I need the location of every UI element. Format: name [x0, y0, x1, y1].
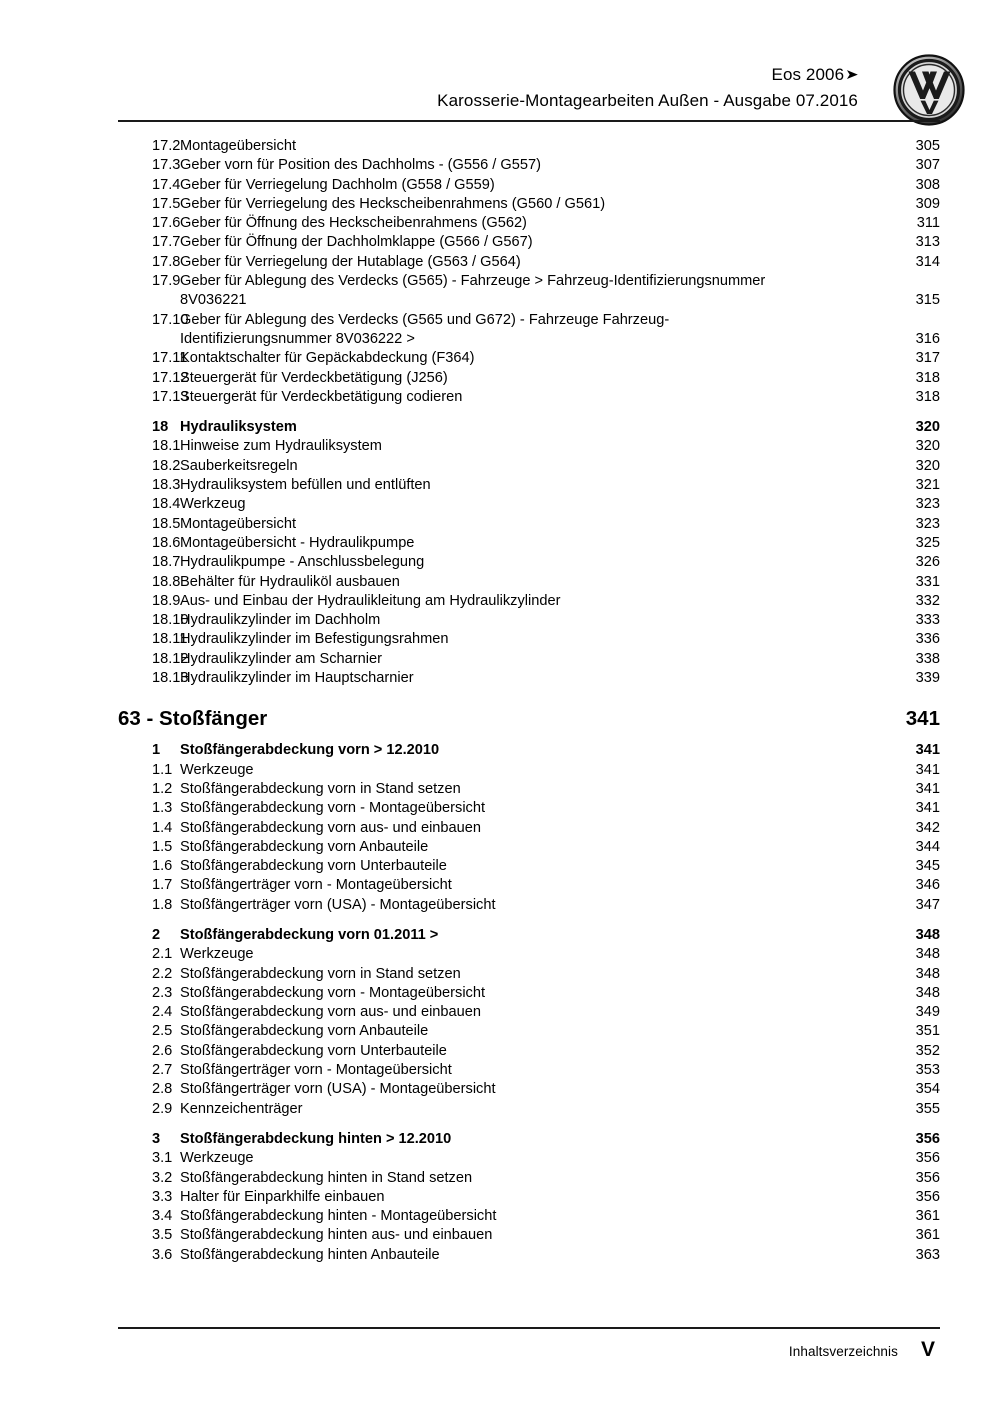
dot-leader: [425, 679, 896, 680]
toc-page-number: 355: [915, 1100, 940, 1117]
toc-title: Hydraulikzylinder am Scharnier: [180, 650, 382, 667]
toc-title: Stoßfängerabdeckung hinten in Stand setzen: [180, 1169, 473, 1186]
dot-leader: [571, 602, 896, 603]
toc-number: 18.12: [152, 650, 189, 667]
toc-row[interactable]: [118, 1081, 940, 1100]
toc-row[interactable]: [118, 762, 940, 781]
toc-number: 2.8: [152, 1081, 173, 1098]
dot-leader: [307, 147, 896, 148]
toc-number: 17.11: [152, 350, 188, 367]
toc-number: 18.9: [152, 592, 181, 609]
dot-leader: [265, 771, 896, 772]
toc-page-number: 320: [915, 457, 940, 474]
toc-row[interactable]: [118, 946, 940, 965]
toc-page-number: 361: [915, 1208, 940, 1225]
dot-leader: [483, 1179, 896, 1180]
dot-leader: [503, 1237, 896, 1238]
header-title-block: [338, 62, 858, 113]
toc-page-number: 313: [915, 234, 940, 251]
toc-page-number: 352: [915, 1042, 940, 1059]
table-of-contents: [118, 138, 940, 1266]
dot-leader: [458, 1052, 896, 1053]
toc-page-number: 307: [915, 157, 940, 174]
toc-page-number: 325: [915, 534, 940, 551]
dot-leader: [442, 486, 896, 487]
page-footer: [118, 1338, 940, 1372]
toc-page-number: 353: [915, 1062, 940, 1079]
dot-leader: [472, 790, 896, 791]
toc-number: 18.4: [152, 496, 181, 513]
dot-leader: [395, 1198, 896, 1199]
toc-page-number: 308: [915, 176, 940, 193]
dot-leader: [314, 1110, 896, 1111]
toc-title: Geber für Verriegelung der Hutablage (G563 / G564): [180, 253, 521, 270]
toc-number: 3.1: [152, 1150, 173, 1167]
toc-title: Montageübersicht: [180, 515, 297, 532]
toc-title: Stoßfängerträger vorn (USA) - Montageübersicht: [180, 1081, 496, 1098]
toc-group-chapter-61: [118, 138, 940, 689]
toc-title: Stoßfängerabdeckung vorn aus- und einbauen: [180, 1004, 482, 1021]
toc-number: 17.13: [152, 388, 189, 405]
toc-page-number: 354: [915, 1081, 940, 1098]
toc-title: Werkzeug: [180, 496, 246, 513]
toc-number: 18.6: [152, 534, 181, 551]
dot-leader: [309, 467, 896, 468]
toc-title: Geber für Ablegung des Verdecks (G565 und G672) - Fahrzeuge Fahrzeug-: [180, 311, 670, 328]
toc-row[interactable]: [118, 177, 940, 196]
dot-leader: [492, 1013, 896, 1014]
toc-number: 1: [152, 742, 161, 759]
toc-title: Stoßfängerabdeckung hinten Anbauteile: [180, 1246, 440, 1263]
toc-title: Stoßfängerabdeckung vorn 01.2011 >: [180, 926, 439, 943]
vw-logo-icon: [893, 54, 965, 126]
dot-leader: [485, 359, 896, 360]
toc-row[interactable]: [118, 389, 940, 408]
toc-row-section-header[interactable]: [118, 419, 940, 438]
toc-page-number: 336: [915, 631, 940, 648]
toc-row[interactable]: [118, 1189, 940, 1208]
toc-number: 1.5: [152, 838, 173, 855]
toc-row[interactable]: [118, 593, 940, 612]
toc-title: Werkzeuge: [180, 946, 254, 963]
toc-row-section-header[interactable]: [118, 927, 940, 946]
dot-leader: [307, 525, 896, 526]
toc-page-number: 316: [915, 330, 940, 347]
toc-number: 1.2: [152, 780, 173, 797]
dot-leader: [538, 224, 896, 225]
toc-row[interactable]: [118, 196, 940, 215]
toc-row-continuation[interactable]: [118, 331, 940, 350]
toc-number: 3.5: [152, 1227, 173, 1244]
toc-row[interactable]: [118, 1247, 940, 1266]
toc-page-number: 348: [915, 965, 940, 982]
toc-number: 2.3: [152, 984, 173, 1001]
toc-number: 18.11: [152, 631, 188, 648]
toc-title: Stoßfängerabdeckung vorn > 12.2010: [180, 742, 440, 759]
dot-leader: [507, 1091, 896, 1092]
dot-leader: [391, 621, 896, 622]
dot-leader: [393, 448, 896, 449]
toc-number: 3.4: [152, 1208, 173, 1225]
toc-number: 2.9: [152, 1100, 173, 1117]
toc-number: 17.4: [152, 176, 181, 193]
toc-title: Steuergerät für Verdeckbetätigung (J256): [180, 369, 448, 386]
toc-row[interactable]: [118, 516, 940, 535]
toc-row-continuation[interactable]: [118, 292, 940, 311]
toc-row[interactable]: [118, 574, 940, 593]
chapter-title: 63 - Stoßfänger: [118, 707, 268, 731]
header-model-label: Eos 2006: [771, 65, 845, 84]
toc-row[interactable]: [118, 554, 940, 573]
dot-leader: [459, 641, 896, 642]
toc-title: Geber vorn für Position des Dachholms - (G556 / G557): [180, 157, 541, 174]
toc-row[interactable]: [118, 458, 940, 477]
toc-number: 2.6: [152, 1042, 173, 1059]
toc-row[interactable]: [118, 612, 940, 631]
toc-title: Geber für Ablegung des Verdecks (G565) - Fahrzeuge > Fahrzeug-Identifizierungsnummer: [180, 273, 766, 290]
toc-page-number: 309: [915, 195, 940, 212]
toc-page-number: 323: [915, 496, 940, 513]
toc-page-number: 318: [915, 369, 940, 386]
toc-page-number: 326: [915, 554, 940, 571]
toc-group-chapter-63: [118, 742, 940, 1266]
chapter-heading-row[interactable]: [118, 707, 940, 737]
toc-title: Stoßfängerabdeckung vorn in Stand setzen: [180, 780, 461, 797]
toc-row[interactable]: [118, 1004, 940, 1023]
toc-title: Behälter für Hydrauliköl ausbauen: [180, 573, 400, 590]
toc-page-number: 356: [915, 1169, 940, 1186]
toc-title: Stoßfängerabdeckung hinten > 12.2010: [180, 1130, 452, 1147]
toc-row[interactable]: [118, 651, 940, 670]
toc-row[interactable]: [118, 966, 940, 985]
toc-page-number: 348: [915, 926, 940, 943]
footer-page-mark: V: [920, 1338, 935, 1361]
toc-number: 1.1: [152, 761, 173, 778]
toc-number: 2.2: [152, 965, 173, 982]
toc-number: 17.3: [152, 157, 181, 174]
header-document-title: Karosserie-Montagearbeiten Außen - Ausgabe 07.2016: [437, 91, 858, 110]
toc-row[interactable]: [118, 670, 940, 689]
dot-leader: [258, 302, 896, 303]
toc-number: 18.2: [152, 457, 181, 474]
chapter-page-number: 341: [905, 707, 940, 731]
dot-leader: [439, 848, 896, 849]
dot-leader: [281, 722, 879, 723]
dot-leader: [265, 1159, 896, 1160]
toc-row[interactable]: [118, 800, 940, 819]
toc-row[interactable]: [118, 1170, 940, 1189]
toc-row-section-header[interactable]: [118, 742, 940, 761]
toc-number: 1.8: [152, 896, 173, 913]
dot-leader: [308, 428, 896, 429]
dot-leader: [449, 936, 896, 937]
toc-number: 1.3: [152, 800, 173, 817]
toc-page-number: 356: [915, 1188, 940, 1205]
dot-leader: [463, 1071, 896, 1072]
toc-page-number: 323: [915, 515, 940, 532]
toc-row[interactable]: [118, 312, 940, 331]
dot-leader: [459, 379, 896, 380]
toc-row-section-header[interactable]: [118, 1131, 940, 1150]
toc-title: Montageübersicht: [180, 138, 297, 154]
toc-title-continued: 8V036221: [180, 292, 247, 309]
toc-page-number: 317: [915, 350, 940, 367]
dot-leader: [450, 751, 896, 752]
toc-page-number: 351: [915, 1023, 940, 1040]
toc-page-number: 331: [915, 573, 940, 590]
toc-page-number: 349: [915, 1004, 940, 1021]
toc-number: 2.4: [152, 1004, 173, 1021]
toc-row[interactable]: [118, 157, 940, 176]
toc-row[interactable]: [118, 839, 940, 858]
toc-number: 18.3: [152, 477, 181, 494]
toc-row[interactable]: [118, 438, 940, 457]
toc-page-number: 344: [915, 838, 940, 855]
toc-page-number: 338: [915, 650, 940, 667]
toc-title: Stoßfängerträger vorn - Montageübersicht: [180, 1062, 452, 1079]
toc-row[interactable]: [118, 234, 940, 253]
header-model-line: [338, 62, 858, 88]
toc-number: 3.6: [152, 1246, 173, 1263]
dot-leader: [492, 829, 896, 830]
dot-leader: [411, 583, 896, 584]
toc-title: Stoßfängerträger vorn - Montageübersicht: [180, 877, 452, 894]
toc-row[interactable]: [118, 1043, 940, 1062]
toc-row[interactable]: [118, 820, 940, 839]
toc-title: Stoßfängerabdeckung vorn in Stand setzen: [180, 965, 461, 982]
toc-title: Stoßfängerabdeckung hinten - Montageübersicht: [180, 1208, 497, 1225]
toc-page-number: 345: [915, 858, 940, 875]
dot-leader: [506, 186, 896, 187]
dot-leader: [473, 398, 896, 399]
toc-number: 2: [152, 926, 161, 943]
toc-number: 2.5: [152, 1023, 173, 1040]
toc-title-continued: Identifizierungsnummer 8V036222 >: [180, 330, 415, 347]
dot-leader: [393, 660, 896, 661]
toc-page-number: 341: [915, 800, 940, 817]
toc-title: Geber für Verriegelung Dachholm (G558 / G559): [180, 176, 495, 193]
dot-leader: [426, 340, 896, 341]
toc-title: Stoßfängerabdeckung vorn Anbauteile: [180, 838, 429, 855]
toc-title: Stoßfängerabdeckung vorn Unterbauteile: [180, 858, 447, 875]
toc-number: 17.12: [152, 369, 189, 386]
toc-row[interactable]: [118, 350, 940, 369]
dot-leader: [532, 263, 896, 264]
dot-leader: [616, 205, 896, 206]
page-header: [0, 0, 999, 120]
dot-leader: [552, 166, 896, 167]
toc-title: Hydraulikzylinder im Befestigungsrahmen: [180, 631, 449, 648]
toc-number: 18.13: [152, 670, 189, 687]
toc-page-number: 320: [915, 438, 940, 455]
dot-leader: [463, 887, 896, 888]
toc-title: Kennzeichenträger: [180, 1100, 303, 1117]
toc-row[interactable]: [118, 1150, 940, 1169]
dot-leader: [507, 906, 896, 907]
toc-page-number: 348: [915, 946, 940, 963]
toc-row[interactable]: [118, 1227, 940, 1246]
toc-row[interactable]: [118, 877, 940, 896]
toc-number: 17.10: [152, 311, 189, 328]
dot-leader: [544, 244, 896, 245]
toc-number: 1.6: [152, 858, 173, 875]
toc-title: Hydraulikzylinder im Hauptscharnier: [180, 670, 414, 687]
toc-row[interactable]: [118, 897, 940, 916]
toc-row[interactable]: [118, 858, 940, 877]
toc-row[interactable]: [118, 496, 940, 515]
dot-leader: [472, 975, 896, 976]
toc-page-number: 356: [915, 1130, 940, 1147]
dot-leader: [458, 867, 896, 868]
toc-page-number: 333: [915, 612, 940, 629]
toc-title: Halter für Einparkhilfe einbauen: [180, 1188, 385, 1205]
toc-number: 17.7: [152, 234, 181, 251]
dot-leader: [462, 1140, 896, 1141]
toc-row[interactable]: [118, 1208, 940, 1227]
toc-number: 18.8: [152, 573, 181, 590]
dot-leader: [256, 505, 896, 506]
toc-page-number: 318: [915, 388, 940, 405]
toc-title: Hydraulikzylinder im Dachholm: [180, 612, 381, 629]
header-divider-rule: [118, 120, 940, 122]
toc-page-number: 342: [915, 819, 940, 836]
toc-title: Geber für Öffnung des Heckscheibenrahmens (G562): [180, 215, 527, 232]
toc-page-number: 332: [915, 592, 940, 609]
toc-page-number: 341: [915, 761, 940, 778]
toc-number: 1.4: [152, 819, 173, 836]
dot-leader: [496, 809, 896, 810]
dot-leader: [451, 1256, 896, 1257]
toc-row[interactable]: [118, 985, 940, 1004]
toc-page-number: 320: [915, 419, 940, 436]
toc-title: Geber für Öffnung der Dachholmklappe (G566 / G567): [180, 234, 533, 251]
toc-number: 3.2: [152, 1169, 173, 1186]
toc-number: 17.8: [152, 253, 181, 270]
toc-title: Werkzeuge: [180, 1150, 254, 1167]
toc-title: Montageübersicht - Hydraulikpumpe: [180, 534, 415, 551]
toc-title: Stoßfängerabdeckung vorn Anbauteile: [180, 1023, 429, 1040]
toc-row[interactable]: [118, 138, 940, 157]
toc-page-number: 341: [915, 742, 940, 759]
toc-title: Stoßfängerabdeckung vorn - Montageübersicht: [180, 984, 486, 1001]
toc-number: 2.7: [152, 1062, 173, 1079]
toc-page-number: 315: [915, 292, 940, 309]
toc-row[interactable]: [118, 273, 940, 292]
dot-leader: [435, 563, 896, 564]
toc-title: Hydraulikpumpe - Anschlussbelegung: [180, 554, 425, 571]
toc-page-number: 311: [916, 215, 940, 232]
toc-number: 3: [152, 1130, 161, 1147]
toc-number: 17.2: [152, 138, 181, 154]
toc-number: 1.7: [152, 877, 173, 894]
toc-page-number: 356: [915, 1150, 940, 1167]
toc-number: 17.6: [152, 215, 181, 232]
toc-number: 3.3: [152, 1188, 173, 1205]
toc-row[interactable]: [118, 477, 940, 496]
toc-title: Stoßfängerabdeckung vorn aus- und einbauen: [180, 819, 482, 836]
toc-title: Aus- und Einbau der Hydraulikleitung am Hydraulikzylinder: [180, 592, 561, 609]
dot-leader: [265, 955, 896, 956]
dot-leader: [439, 1033, 896, 1034]
toc-page-number: 348: [915, 984, 940, 1001]
toc-page-number: 363: [915, 1246, 940, 1263]
footer-divider-rule: [118, 1327, 940, 1329]
toc-page-number: 361: [915, 1227, 940, 1244]
toc-page-number: 341: [915, 780, 940, 797]
toc-title: Kontaktschalter für Gepäckabdeckung (F364): [180, 350, 475, 367]
toc-title: Geber für Verriegelung des Heckscheibenrahmens (G560 / G561): [180, 195, 606, 212]
toc-row[interactable]: [118, 781, 940, 800]
toc-title: Hydrauliksystem: [180, 419, 297, 436]
toc-title: Stoßfängerabdeckung vorn Unterbauteile: [180, 1042, 447, 1059]
toc-page-number: 321: [915, 477, 940, 494]
toc-title: Werkzeuge: [180, 761, 254, 778]
toc-row[interactable]: [118, 370, 940, 389]
toc-row[interactable]: [118, 254, 940, 273]
right-arrow-icon: ➤: [845, 66, 859, 82]
toc-title: Stoßfängerabdeckung hinten aus- und einbauen: [180, 1227, 493, 1244]
toc-row[interactable]: [118, 535, 940, 554]
toc-number: 2.1: [152, 946, 173, 963]
toc-row[interactable]: [118, 1062, 940, 1081]
toc-page-number: 305: [915, 138, 940, 154]
toc-row[interactable]: [118, 631, 940, 650]
toc-title: Steuergerät für Verdeckbetätigung codieren: [180, 388, 463, 405]
toc-page-number: 314: [915, 253, 940, 270]
toc-number: 18: [152, 419, 169, 436]
toc-title: Stoßfängerabdeckung vorn - Montageübersicht: [180, 800, 486, 817]
dot-leader: [507, 1217, 896, 1218]
toc-title: Sauberkeitsregeln: [180, 457, 298, 474]
toc-number: 18.10: [152, 612, 189, 629]
toc-number: 18.7: [152, 554, 181, 571]
toc-row[interactable]: [118, 1023, 940, 1042]
toc-title: Hinweise zum Hydrauliksystem: [180, 438, 382, 455]
toc-number: 18.5: [152, 515, 181, 532]
toc-title: Hydrauliksystem befüllen und entlüften: [180, 477, 431, 494]
footer-label: Inhaltsverzeichnis: [788, 1344, 898, 1359]
toc-number: 18.1: [152, 438, 181, 455]
toc-number: 17.9: [152, 273, 181, 290]
toc-page-number: 339: [915, 670, 940, 687]
toc-row[interactable]: [118, 1101, 940, 1120]
toc-row[interactable]: [118, 215, 940, 234]
dot-leader: [425, 544, 896, 545]
dot-leader: [496, 994, 896, 995]
toc-page-number: 346: [915, 877, 940, 894]
toc-page-number: 347: [915, 896, 940, 913]
toc-number: 17.5: [152, 195, 181, 212]
toc-title: Stoßfängerträger vorn (USA) - Montageübersicht: [180, 896, 496, 913]
